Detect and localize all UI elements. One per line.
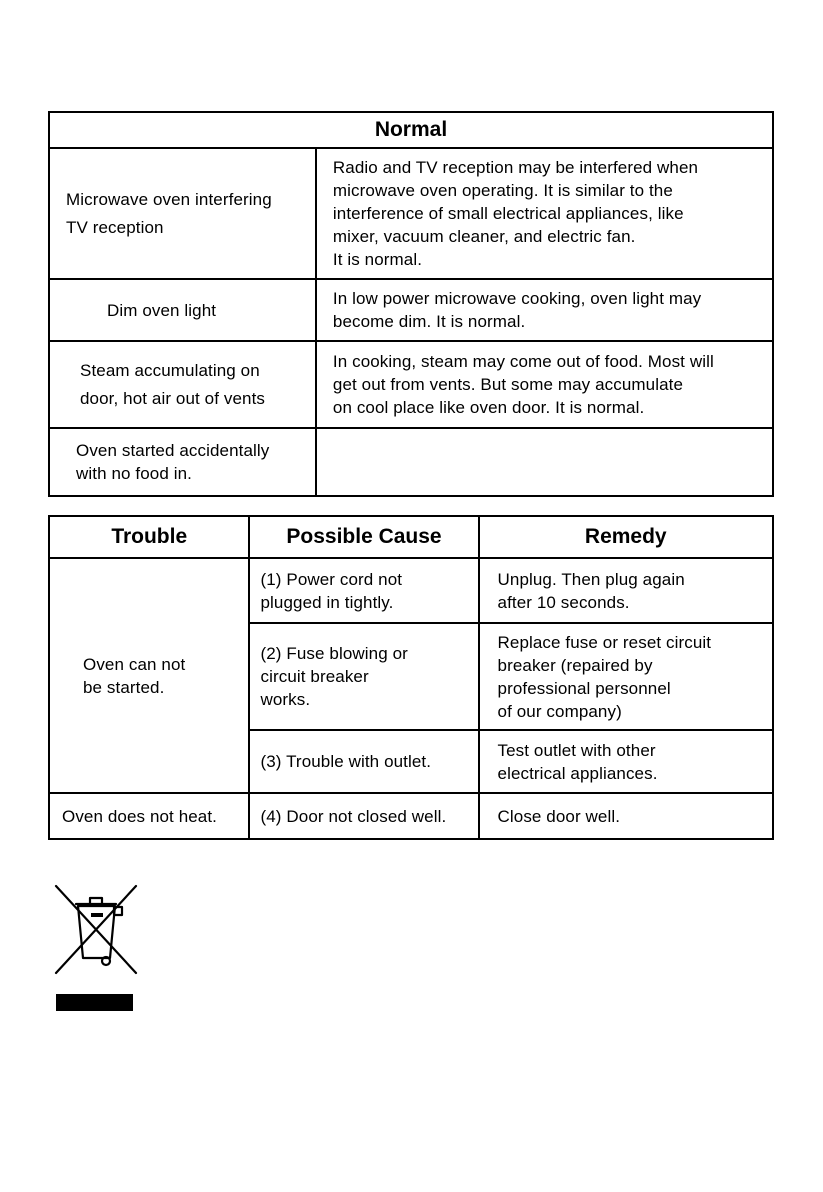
remedy-text: Replace fuse or reset circuit breaker (repaired by professional personnel of our company)	[497, 632, 712, 721]
trouble-header-row	[49, 516, 773, 558]
table-row	[49, 148, 773, 279]
remedy-cell	[479, 558, 773, 623]
cause-text: (4) Door not closed well.	[260, 806, 447, 826]
trouble-cell	[49, 558, 249, 793]
normal-desc-cell	[316, 279, 773, 341]
normal-item-cell	[49, 428, 316, 496]
trouble-header: Trouble	[49, 516, 249, 558]
normal-table	[48, 111, 774, 497]
cause-cell	[249, 558, 478, 623]
normal-desc-cell	[316, 341, 773, 428]
normal-header-row	[49, 112, 773, 148]
normal-desc-cell	[316, 148, 773, 279]
normal-desc: In cooking, steam may come out of food. Most will get out from vents. But some may accumulate on cool place like oven door. It is normal.	[332, 352, 714, 417]
table-row	[49, 341, 773, 428]
table-row	[49, 279, 773, 341]
remedy-cell	[479, 793, 773, 839]
table-row	[49, 558, 773, 623]
trouble-cell	[49, 793, 249, 839]
remedy-cell	[479, 730, 773, 793]
normal-item: Steam accumulating on door, hot air out of vents	[80, 360, 265, 408]
normal-item-cell	[49, 341, 316, 428]
normal-desc-cell	[316, 428, 773, 496]
normal-item: Dim oven light	[107, 300, 217, 320]
cause-text: (2) Fuse blowing or circuit breaker works.	[260, 644, 408, 709]
remedy-text: Unplug. Then plug again after 10 seconds.	[497, 569, 685, 612]
cause-cell	[249, 793, 478, 839]
trouble-text: Oven does not heat.	[62, 806, 218, 826]
normal-item-cell	[49, 148, 316, 279]
normal-item: Oven started accidentally with no food in.	[76, 441, 270, 483]
remedy-text: Test outlet with other electrical appliances.	[497, 740, 658, 783]
cause-cell	[249, 623, 478, 730]
cause-text: (1) Power cord not plugged in tightly.	[260, 569, 403, 612]
trouble-table	[48, 515, 774, 840]
trouble-text: Oven can not be started.	[83, 654, 186, 697]
remedy-cell	[479, 623, 773, 730]
cause-text: (3) Trouble with outlet.	[260, 752, 432, 771]
normal-desc: In low power microwave cooking, oven light may become dim. It is normal.	[332, 289, 702, 331]
table-row	[49, 428, 773, 496]
cause-header: Possible Cause	[249, 516, 478, 558]
remedy-header: Remedy	[479, 516, 773, 558]
cause-cell	[249, 730, 478, 793]
remedy-text: Close door well.	[497, 806, 621, 826]
normal-item: Microwave oven interfering TV reception	[66, 189, 272, 237]
normal-desc: Radio and TV reception may be interfered when microwave oven operating. It is similar to the interference of small electrical appliances, like mixer, vacuum cleaner, and electric fan. It is normal.	[332, 158, 699, 269]
crossed-out-wheelie-bin-icon	[50, 880, 142, 1015]
normal-item-cell	[49, 279, 316, 341]
table-row	[49, 793, 773, 839]
normal-header: Normal	[49, 112, 773, 148]
